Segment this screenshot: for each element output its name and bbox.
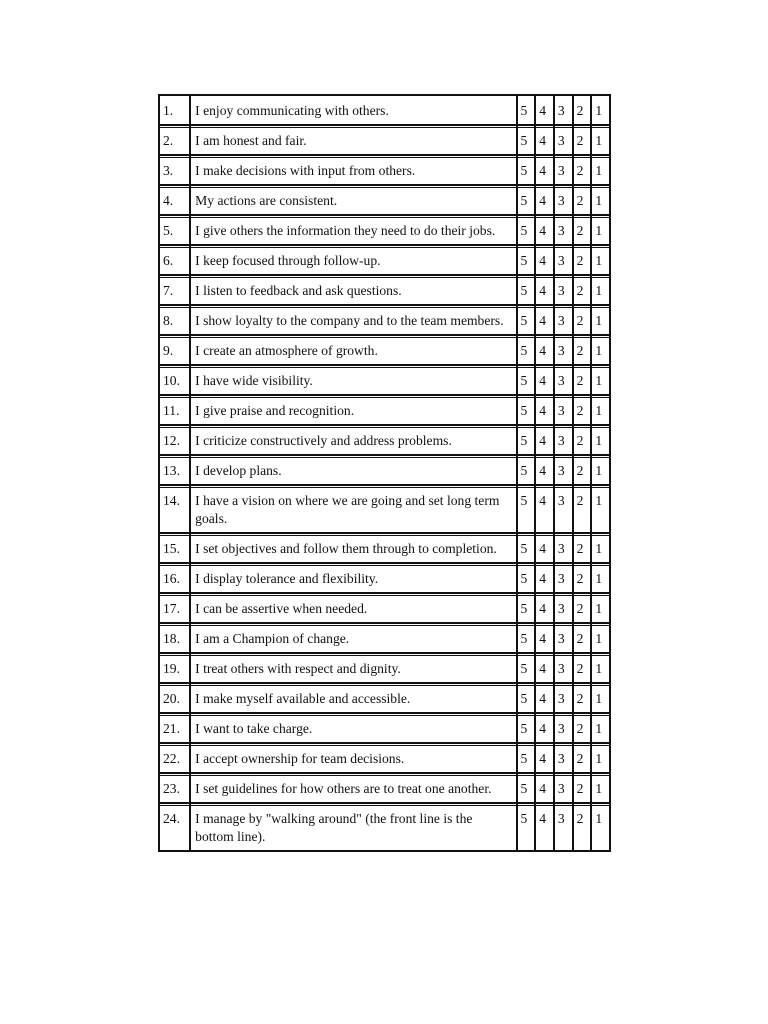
rating-option[interactable]: 2	[574, 714, 593, 744]
item-statement: I give praise and recognition.	[191, 396, 517, 426]
rating-option[interactable]: 5	[518, 246, 537, 276]
rating-option[interactable]: 5	[518, 336, 537, 366]
rating-option[interactable]: 3	[555, 396, 574, 426]
rating-option[interactable]: 2	[574, 216, 593, 246]
rating-option[interactable]: 1	[592, 564, 609, 594]
item-statement: I can be assertive when needed.	[191, 594, 517, 624]
rating-option[interactable]: 3	[555, 624, 574, 654]
rating-option[interactable]: 3	[555, 276, 574, 306]
item-statement: I set objectives and follow them through to completion.	[191, 534, 517, 564]
item-number: 15.	[160, 534, 191, 564]
item-number: 21.	[160, 714, 191, 744]
item-number: 18.	[160, 624, 191, 654]
rating-option[interactable]: 1	[592, 744, 609, 774]
rating-option[interactable]: 1	[592, 594, 609, 624]
rating-option[interactable]: 1	[592, 426, 609, 456]
rating-option[interactable]: 1	[592, 684, 609, 714]
rating-option[interactable]: 4	[536, 276, 555, 306]
table-row	[160, 126, 609, 156]
table-row	[160, 366, 609, 396]
rating-option[interactable]: 5	[518, 684, 537, 714]
table-row	[160, 336, 609, 366]
rating-option[interactable]: 4	[536, 594, 555, 624]
rating-option[interactable]: 1	[592, 654, 609, 684]
rating-option[interactable]: 5	[518, 654, 537, 684]
item-statement: I make decisions with input from others.	[191, 156, 517, 186]
item-statement: I show loyalty to the company and to the team members.	[191, 306, 517, 336]
rating-option[interactable]: 1	[592, 534, 609, 564]
table-row	[160, 156, 609, 186]
table-row	[160, 186, 609, 216]
table-row	[160, 276, 609, 306]
rating-option[interactable]: 3	[555, 96, 574, 126]
rating-option[interactable]: 2	[574, 744, 593, 774]
item-number: 13.	[160, 456, 191, 486]
item-statement: I am honest and fair.	[191, 126, 517, 156]
rating-option[interactable]: 4	[536, 714, 555, 744]
rating-option[interactable]: 2	[574, 684, 593, 714]
rating-option[interactable]: 1	[592, 96, 609, 126]
self-assessment-table	[158, 94, 611, 852]
rating-option[interactable]: 2	[574, 96, 593, 126]
rating-option[interactable]: 2	[574, 486, 593, 534]
rating-option[interactable]: 3	[555, 684, 574, 714]
item-number: 17.	[160, 594, 191, 624]
rating-option[interactable]: 5	[518, 396, 537, 426]
rating-option[interactable]: 1	[592, 156, 609, 186]
item-number: 22.	[160, 744, 191, 774]
table-row	[160, 396, 609, 426]
item-number: 23.	[160, 774, 191, 804]
rating-option[interactable]: 4	[536, 216, 555, 246]
table-row	[160, 426, 609, 456]
rating-option[interactable]: 1	[592, 714, 609, 744]
table-row	[160, 744, 609, 774]
table-row	[160, 306, 609, 336]
rating-option[interactable]: 3	[555, 336, 574, 366]
item-statement: I set guidelines for how others are to treat one another.	[191, 774, 517, 804]
item-statement: I criticize constructively and address problems.	[191, 426, 517, 456]
item-number: 19.	[160, 654, 191, 684]
rating-option[interactable]: 2	[574, 366, 593, 396]
rating-option[interactable]: 5	[518, 804, 537, 850]
rating-option[interactable]: 4	[536, 126, 555, 156]
rating-option[interactable]: 5	[518, 624, 537, 654]
rating-option[interactable]: 4	[536, 684, 555, 714]
rating-option[interactable]: 5	[518, 774, 537, 804]
table-row	[160, 246, 609, 276]
rating-option[interactable]: 4	[536, 624, 555, 654]
rating-option[interactable]: 5	[518, 426, 537, 456]
item-statement: I manage by "walking around" (the front line is the bottom line).	[191, 804, 517, 850]
table-row	[160, 654, 609, 684]
item-statement: My actions are consistent.	[191, 186, 517, 216]
rating-option[interactable]: 3	[555, 306, 574, 336]
rating-option[interactable]: 3	[555, 714, 574, 744]
table-row	[160, 594, 609, 624]
item-statement: I listen to feedback and ask questions.	[191, 276, 517, 306]
rating-option[interactable]: 2	[574, 774, 593, 804]
rating-option[interactable]: 4	[536, 564, 555, 594]
rating-option[interactable]: 5	[518, 156, 537, 186]
item-statement: I have a vision on where we are going and set long term goals.	[191, 486, 517, 534]
item-number: 24.	[160, 804, 191, 850]
rating-option[interactable]: 2	[574, 804, 593, 850]
rating-option[interactable]: 3	[555, 216, 574, 246]
rating-option[interactable]: 5	[518, 486, 537, 534]
item-statement: I give others the information they need to do their jobs.	[191, 216, 517, 246]
item-number: 5.	[160, 216, 191, 246]
rating-option[interactable]: 2	[574, 654, 593, 684]
rating-option[interactable]: 3	[555, 426, 574, 456]
rating-option[interactable]: 3	[555, 534, 574, 564]
rating-option[interactable]: 4	[536, 426, 555, 456]
rating-option[interactable]: 1	[592, 276, 609, 306]
item-statement: I enjoy communicating with others.	[191, 96, 517, 126]
rating-option[interactable]: 1	[592, 216, 609, 246]
rating-option[interactable]: 4	[536, 336, 555, 366]
rating-option[interactable]: 3	[555, 186, 574, 216]
item-statement: I keep focused through follow-up.	[191, 246, 517, 276]
item-statement: I have wide visibility.	[191, 366, 517, 396]
rating-option[interactable]: 2	[574, 306, 593, 336]
item-statement: I make myself available and accessible.	[191, 684, 517, 714]
rating-option[interactable]: 5	[518, 534, 537, 564]
item-number: 7.	[160, 276, 191, 306]
item-number: 8.	[160, 306, 191, 336]
rating-option[interactable]: 5	[518, 306, 537, 336]
rating-option[interactable]: 5	[518, 456, 537, 486]
rating-option[interactable]: 2	[574, 426, 593, 456]
item-number: 11.	[160, 396, 191, 426]
rating-option[interactable]: 3	[555, 366, 574, 396]
rating-option[interactable]: 5	[518, 276, 537, 306]
rating-option[interactable]: 4	[536, 774, 555, 804]
rating-option[interactable]: 3	[555, 246, 574, 276]
rating-option[interactable]: 3	[555, 654, 574, 684]
item-number: 4.	[160, 186, 191, 216]
item-statement: I treat others with respect and dignity.	[191, 654, 517, 684]
survey-body	[160, 96, 609, 850]
rating-option[interactable]: 1	[592, 336, 609, 366]
rating-option[interactable]: 4	[536, 804, 555, 850]
item-number: 3.	[160, 156, 191, 186]
item-number: 2.	[160, 126, 191, 156]
rating-option[interactable]: 1	[592, 624, 609, 654]
rating-option[interactable]: 2	[574, 276, 593, 306]
item-number: 20.	[160, 684, 191, 714]
rating-option[interactable]: 3	[555, 744, 574, 774]
rating-option[interactable]: 2	[574, 186, 593, 216]
item-number: 9.	[160, 336, 191, 366]
item-statement: I accept ownership for team decisions.	[191, 744, 517, 774]
rating-option[interactable]: 5	[518, 564, 537, 594]
rating-option[interactable]: 1	[592, 366, 609, 396]
rating-option[interactable]: 1	[592, 804, 609, 850]
rating-option[interactable]: 4	[536, 534, 555, 564]
table-row	[160, 714, 609, 744]
rating-option[interactable]: 3	[555, 486, 574, 534]
item-number: 14.	[160, 486, 191, 534]
item-number: 6.	[160, 246, 191, 276]
rating-option[interactable]: 1	[592, 396, 609, 426]
rating-option[interactable]: 4	[536, 306, 555, 336]
rating-option[interactable]: 1	[592, 774, 609, 804]
item-statement: I create an atmosphere of growth.	[191, 336, 517, 366]
table-row	[160, 624, 609, 654]
rating-option[interactable]: 2	[574, 246, 593, 276]
rating-option[interactable]: 5	[518, 744, 537, 774]
rating-option[interactable]: 2	[574, 534, 593, 564]
rating-option[interactable]: 2	[574, 456, 593, 486]
table-row	[160, 774, 609, 804]
rating-option[interactable]: 3	[555, 594, 574, 624]
rating-option[interactable]: 4	[536, 186, 555, 216]
rating-option[interactable]: 5	[518, 216, 537, 246]
rating-option[interactable]: 2	[574, 396, 593, 426]
rating-option[interactable]: 2	[574, 126, 593, 156]
rating-option[interactable]: 2	[574, 594, 593, 624]
table-row	[160, 684, 609, 714]
rating-option[interactable]: 3	[555, 804, 574, 850]
item-number: 12.	[160, 426, 191, 456]
table-row	[160, 486, 609, 534]
item-statement: I display tolerance and flexibility.	[191, 564, 517, 594]
rating-option[interactable]: 1	[592, 456, 609, 486]
rating-option[interactable]: 5	[518, 96, 537, 126]
table-row	[160, 216, 609, 246]
rating-option[interactable]: 2	[574, 624, 593, 654]
rating-option[interactable]: 1	[592, 306, 609, 336]
rating-option[interactable]: 4	[536, 96, 555, 126]
table-row	[160, 564, 609, 594]
rating-option[interactable]: 4	[536, 744, 555, 774]
rating-option[interactable]: 5	[518, 714, 537, 744]
rating-option[interactable]: 3	[555, 156, 574, 186]
item-statement: I develop plans.	[191, 456, 517, 486]
rating-option[interactable]: 4	[536, 396, 555, 426]
item-statement: I am a Champion of change.	[191, 624, 517, 654]
rating-option[interactable]: 4	[536, 366, 555, 396]
rating-option[interactable]: 1	[592, 486, 609, 534]
rating-option[interactable]: 1	[592, 246, 609, 276]
rating-option[interactable]: 3	[555, 126, 574, 156]
rating-option[interactable]: 5	[518, 366, 537, 396]
rating-option[interactable]: 2	[574, 156, 593, 186]
rating-option[interactable]: 1	[592, 126, 609, 156]
table-row	[160, 96, 609, 126]
table-row	[160, 534, 609, 564]
rating-option[interactable]: 5	[518, 126, 537, 156]
rating-option[interactable]: 1	[592, 186, 609, 216]
rating-option[interactable]: 4	[536, 486, 555, 534]
rating-option[interactable]: 4	[536, 654, 555, 684]
rating-option[interactable]: 2	[574, 564, 593, 594]
rating-option[interactable]: 4	[536, 246, 555, 276]
rating-option[interactable]: 3	[555, 456, 574, 486]
table-row	[160, 804, 609, 850]
rating-option[interactable]: 4	[536, 456, 555, 486]
item-number: 10.	[160, 366, 191, 396]
item-statement: I want to take charge.	[191, 714, 517, 744]
rating-option[interactable]: 5	[518, 594, 537, 624]
item-number: 1.	[160, 96, 191, 126]
table-row	[160, 456, 609, 486]
rating-option[interactable]: 3	[555, 564, 574, 594]
rating-option[interactable]: 3	[555, 774, 574, 804]
rating-option[interactable]: 5	[518, 186, 537, 216]
item-number: 16.	[160, 564, 191, 594]
rating-option[interactable]: 2	[574, 336, 593, 366]
rating-option[interactable]: 4	[536, 156, 555, 186]
